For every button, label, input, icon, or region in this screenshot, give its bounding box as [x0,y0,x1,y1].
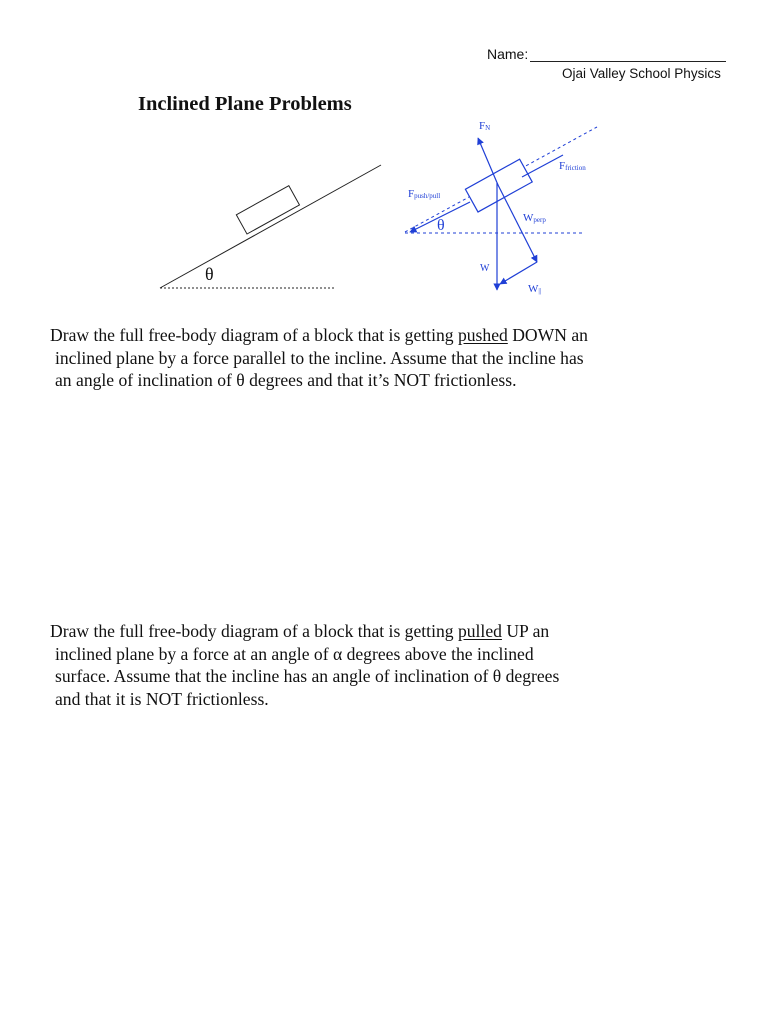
page-title: Inclined Plane Problems [138,93,352,115]
underlined-word-pulled: pulled [457,621,502,641]
w-perp-label: Wperp [523,212,546,224]
w-parallel-arrow [500,262,537,284]
problem-2-line-2: inclined plane by a force at an angle of α degrees above the inclined [55,643,534,664]
problem-2-line-1: Draw the full free-body diagram of a block that is getting pulled UP an [50,621,550,641]
name-label: Name: [487,46,529,62]
problem-1-line-1: Draw the full free-body diagram of a block that is getting pushed DOWN an [50,325,588,345]
push-pull-label: Fpush/pull [408,188,441,200]
friction-arrow [522,155,563,177]
fbd-angle-label: θ [437,217,445,234]
problem-2-line-4: and that it is NOT frictionless. [55,688,269,709]
problem-1 [50,324,588,392]
problem-1-line-2: inclined plane by a force parallel to the incline. Assume that the incline has [55,347,584,368]
underlined-word-pushed: pushed [457,325,508,345]
normal-force-label: FN [479,120,491,132]
weight-label: W [480,263,490,274]
problem-2 [50,620,559,710]
w-parallel-label: W|| [528,283,542,295]
problem-1-line-3: an angle of inclination of θ degrees and that it’s NOT frictionless. [55,370,517,391]
school-name: Ojai Valley School Physics [562,66,721,81]
problem-2-line-3: surface. Assume that the incline has an angle of inclination of θ degrees [55,666,560,687]
friction-label: Ffriction [559,160,586,172]
incline-angle-label: θ [205,264,214,284]
